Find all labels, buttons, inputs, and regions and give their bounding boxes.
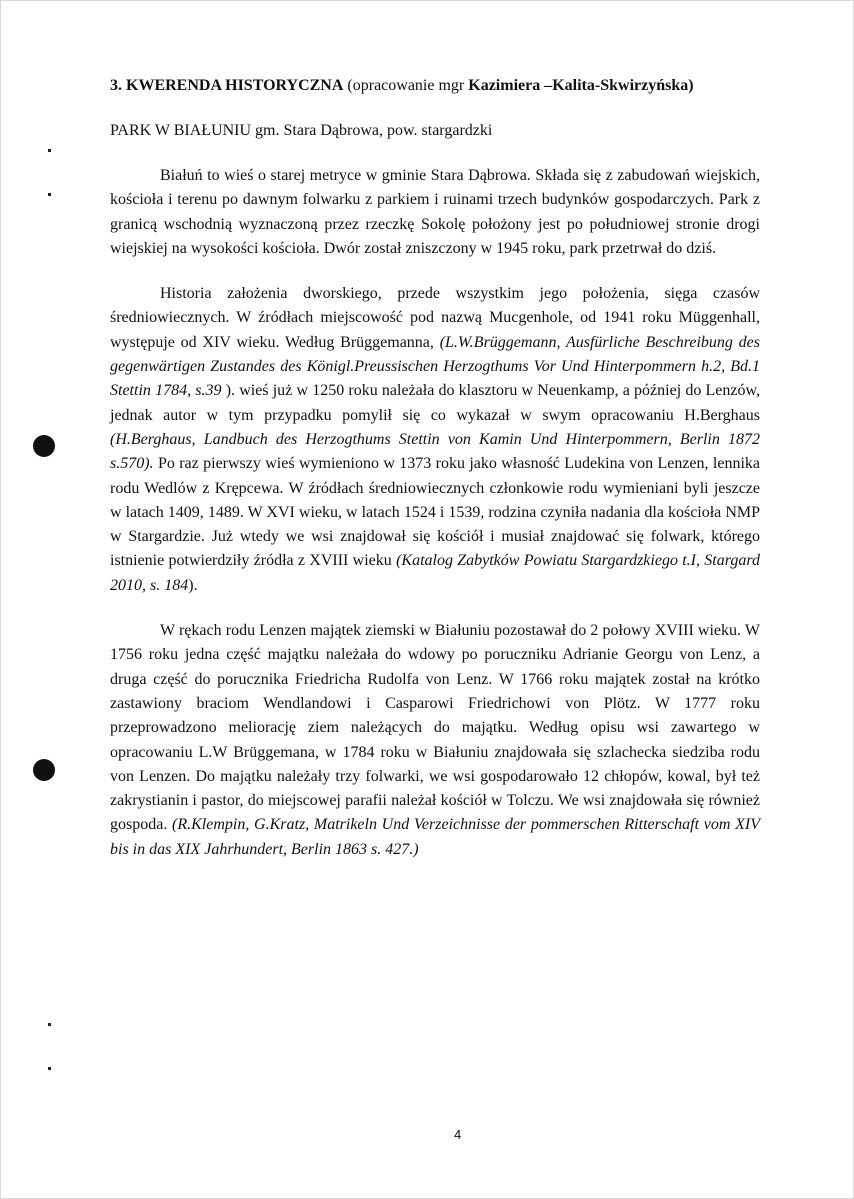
punch-hole-mark xyxy=(33,759,55,781)
citation-text: (H.Berghaus, Landbuch des Herzogthums Stettin von Kamin Und Hinterpommern, Berlin 1872 s.570). xyxy=(110,430,760,473)
margin-dot-mark xyxy=(48,193,51,196)
citation-text: (L.W.Brüggemann, Ausfürliche Beschreibung des gegenwärtigen Zustandes des Königl.Preussischen Herzogthums Vor Und Hinterpommern h.2, Bd.1 Stettin 1784, s.39 xyxy=(110,333,761,400)
citation-text: (Katalog Zabytków Powiatu Stargardzkiego t.I, Stargard 2010, s. 184 xyxy=(110,552,760,594)
margin-dot-mark xyxy=(48,1023,51,1026)
section-number: 3. xyxy=(110,77,122,94)
section-title: KWERENDA HISTORYCZNA xyxy=(126,77,344,94)
page-number: 4 xyxy=(454,1127,462,1142)
punch-hole-mark xyxy=(33,435,55,457)
paragraph-text: Po raz pierwszy wieś wymieniono w 1373 roku jako własność Ludekina von Lenzen, lennika rodu Wedlów z Krępcewa. W źródłach średniowiecznych członkowie rodu wymieniani byli jeszcze w latach 1409, 1489. W XVI wieku, w latach 1524 i 1539, rodzina czyniła nadania dla kościoła NMP w Stargardzie. Już wtedy we wsi znajdował się kościół i musiał znajdować się folwark, którego istnienie potwierdziły źródła z XVIII wieku xyxy=(110,455,760,570)
park-subheading: PARK W BIAŁUNIU gm. Stara Dąbrowa, pow. stargardzki xyxy=(110,122,493,139)
margin-dot-mark xyxy=(48,1067,51,1070)
paragraph-text: ). xyxy=(188,576,198,594)
paragraph-text: W rękach rodu Lenzen majątek ziemski w Białuniu pozostawał do 2 połowy XVIII wieku. W 1756 roku jedna część majątku należała do wdowy po poruczniku Adrianie Georgu von Lenz, a druga część do porucznika Friedricha Rudolfa von Lenz. W 1766 roku majątek został na krótko zastawiony braciom Wendlandowi i Casparowi Friedrichowi von Plötz. W 1777 roku przeprowadzono meliorację ziem należących do majątku. Według opisu wsi zawartego w opracowaniu L.W Brüggemana, w 1784 roku w Białuniu znajdowała się szlachecka siedziba rodu von Lenzen. Do majątku należały trzy folwarki, we wsi gospodarowało 12 chłopów, kowal, był też zakrystianin i pastor, do miejscowej parafii należał kościół w Tolczu. We wsi znajdowała się również gospoda. xyxy=(110,622,760,834)
section-heading xyxy=(110,75,760,97)
author-name: Kazimiera –Kalita-Skwirzyńska) xyxy=(468,77,694,94)
paragraph-text: Historia założenia dworskiego, przede wszystkim jego położenia, sięga czasów średniowiecznych. W źródłach miejscowość pod nazwą Mucgenhole, od 1941 roku Müggenhall, występuje od XIV wieku. Według Brüggemanna, xyxy=(110,285,760,351)
paragraph-text: ). wieś już w 1250 roku należała do klasztoru w Neuenkamp, a później do Lenzów, jednak autor w tym przypadku pomylił się co wykazał w swym opracowaniu H.Berghaus xyxy=(110,382,761,424)
document-body xyxy=(110,75,760,862)
paragraph-text: Białuń to wieś o starej metryce w gminie Stara Dąbrowa. Składa się z zabudowań wiejskich, kościoła i terenu po dawnym folwarku z parkiem i ruinami trzech budynków gospodarczych. Park z granicą wschodnią wyznaczoną przez rzeczkę Sokolę położony jest po południowej stronie drogi wiejskiej na wysokości kościoła. Dwór został zniszczony w 1945 roku, park przetrwał do dziś. xyxy=(110,167,760,257)
paragraph xyxy=(110,619,760,862)
citation-text: (R.Klempin, G.Kratz, Matrikeln Und Verzeichnisse der pommerschen Ritterschaft vom XIV bis in das XIX Jahrhundert, Berlin 1863 s. 427.) xyxy=(110,816,760,858)
paragraph xyxy=(110,164,760,261)
paragraph xyxy=(110,282,760,598)
attribution-prefix: (opracowanie mgr xyxy=(347,77,465,94)
margin-dot-mark xyxy=(48,149,51,152)
